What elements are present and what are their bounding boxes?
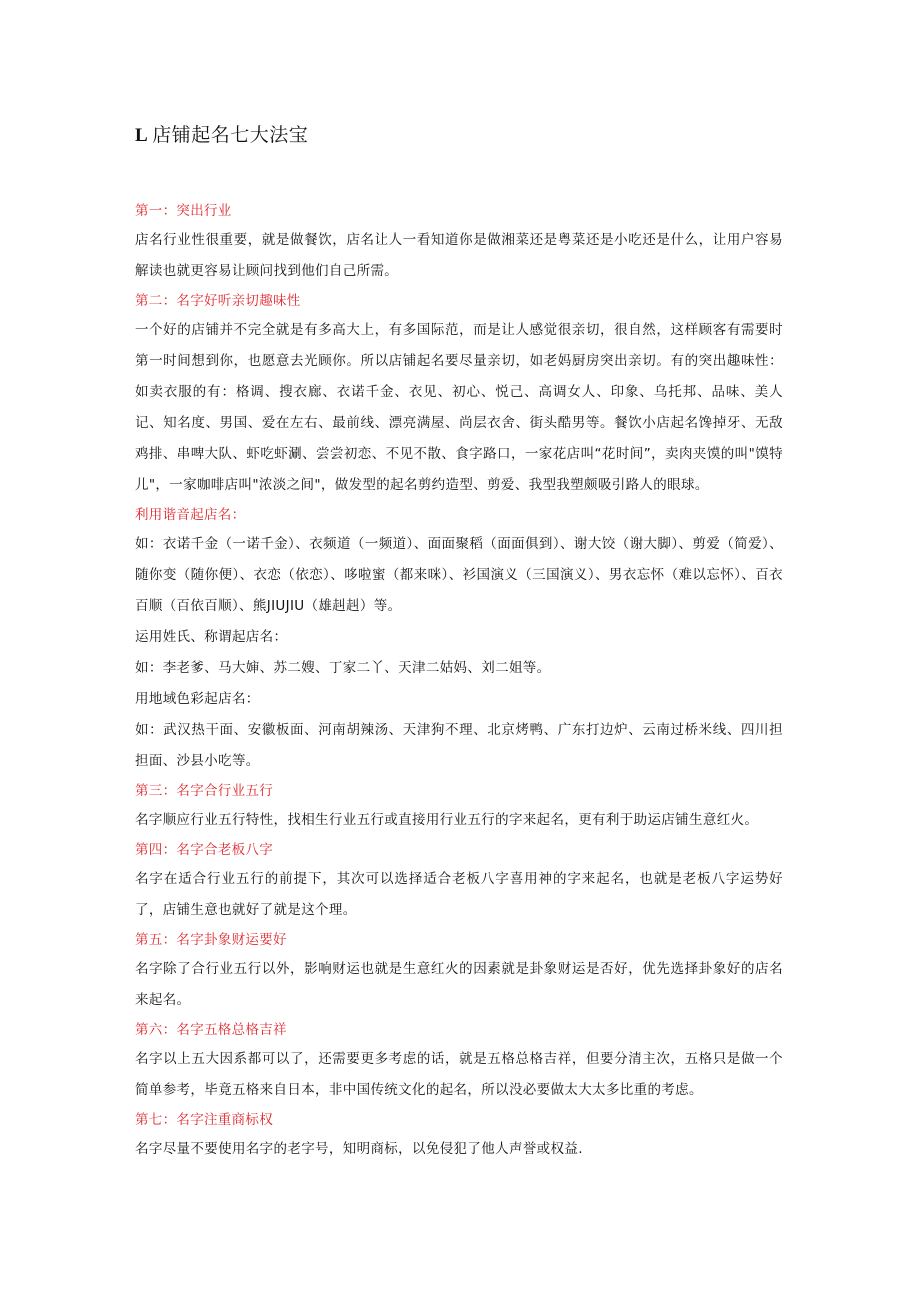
title-text: 店铺起名七大法宝 xyxy=(152,124,309,146)
subsection-heading: 用地域色彩起店名： xyxy=(135,691,260,707)
section-1 xyxy=(135,197,783,287)
section-heading: 第一：突出行业 xyxy=(135,203,232,219)
section-4 xyxy=(135,836,783,926)
section-heading: 第七：名字注重商标权 xyxy=(135,1112,273,1128)
section-paragraph: 一个好的店铺并不完全就是有多高大上，有多国际范，而是让人感觉很亲切，很自然，这样顾客有需要时第一时间想到你，也愿意去光顾你。所以店铺起名要尽量亲切，如老妈厨房突出亲切。有的突出趣味性：如卖衣服的有：格调、搜衣廊、衣诺千金、衣见、初心、悦己、高调女人、印象、乌托邦、品味、美人记、知名度、男国、爱在左右、最前线、漂亮满屋、尚层衣舍、街头酷男等。餐饮小店起名馋掉牙、无敌鸡排、串啤大队、虾吃虾涮、尝尝初恋、不见不散、食字路口，一家花店叫“花时间”，卖肉夹馍的叫"馍特儿"，一家咖啡店叫"浓淡之间"，做发型的起名剪约造型、剪爱、我型我塑颇吸引路人的眼球。 xyxy=(135,322,783,493)
section-heading: 利用谐音起店名： xyxy=(135,507,246,523)
section-paragraph: 名字以上五大因系都可以了，还需要更多考虑的话，就是五格总格吉祥，但要分清主次，五格只是做一个简单参考，毕竟五格来自日本，非中国传统文化的起名，所以没必要做太大太多比重的考虑。 xyxy=(135,1051,783,1098)
section-7 xyxy=(135,1106,783,1165)
document-page xyxy=(135,118,783,1165)
section-paragraph: 名字顺应行业五行特性，找相生行业五行或直接用行业五行的字来起名，更有利于助运店铺生意红火。 xyxy=(135,812,759,828)
section-surname xyxy=(135,622,783,684)
section-paragraph: 名字除了合行业五行以外，影响财运也就是生意红火的因素就是卦象财运是否好，优先选择卦象好的店名来起名。 xyxy=(135,961,783,1008)
section-paragraph: 如：衣诺千金（一诺千金）、衣频道（一频道）、面面聚稻（面面俱到）、谢大饺（谢大脚）、剪爱（简爱）、随你变（随你便）、衣恋（依恋）、哆啦蜜（都来咪）、衫国演义（三国演义）、男衣忘怀（难以忘怀）、百衣百顺（百依百顺）、熊JIUJIU（雄赳赳）等。 xyxy=(135,536,783,614)
section-heading: 第五：名字卦象财运要好 xyxy=(135,932,287,948)
title-number: L xyxy=(135,125,149,146)
section-3 xyxy=(135,777,783,836)
section-paragraph: 名字在适合行业五行的前提下，其次可以选择适合老板八字喜用神的字来起名，也就是老板八字运势好了，店铺生意也就好了就是这个理。 xyxy=(135,871,783,918)
section-2 xyxy=(135,287,783,501)
section-heading: 第三：名字合行业五行 xyxy=(135,783,273,799)
section-paragraph: 店名行业性很重要，就是做餐饮，店名让人一看知道你是做湘菜还是粤菜还是小吃还是什么，让用户容易解读也就更容易让顾问找到他们自己所需。 xyxy=(135,232,783,279)
document-title xyxy=(135,118,783,153)
section-5 xyxy=(135,926,783,1016)
section-6 xyxy=(135,1016,783,1106)
section-heading: 第四：名字合老板八字 xyxy=(135,842,273,858)
section-homophone xyxy=(135,501,783,622)
section-paragraph: 名字尽量不要使用名字的老字号，知明商标，以免侵犯了他人声誉或权益. xyxy=(135,1141,583,1157)
subsection-heading: 运用姓氏、称谓起店名： xyxy=(135,629,288,645)
section-heading: 第二：名字好听亲切趣味性 xyxy=(135,293,301,309)
section-heading: 第六：名字五格总格吉祥 xyxy=(135,1022,287,1038)
section-paragraph: 如：李老爹、马大婶、苏二嫂、丁家二丫、天津二姑妈、刘二姐等。 xyxy=(135,660,551,676)
section-paragraph: 如：武汉热干面、安徽板面、河南胡辣汤、天津狗不理、北京烤鸭、广东打边炉、云南过桥米线、四川担担面、沙县小吃等。 xyxy=(135,722,783,769)
section-region xyxy=(135,684,783,777)
